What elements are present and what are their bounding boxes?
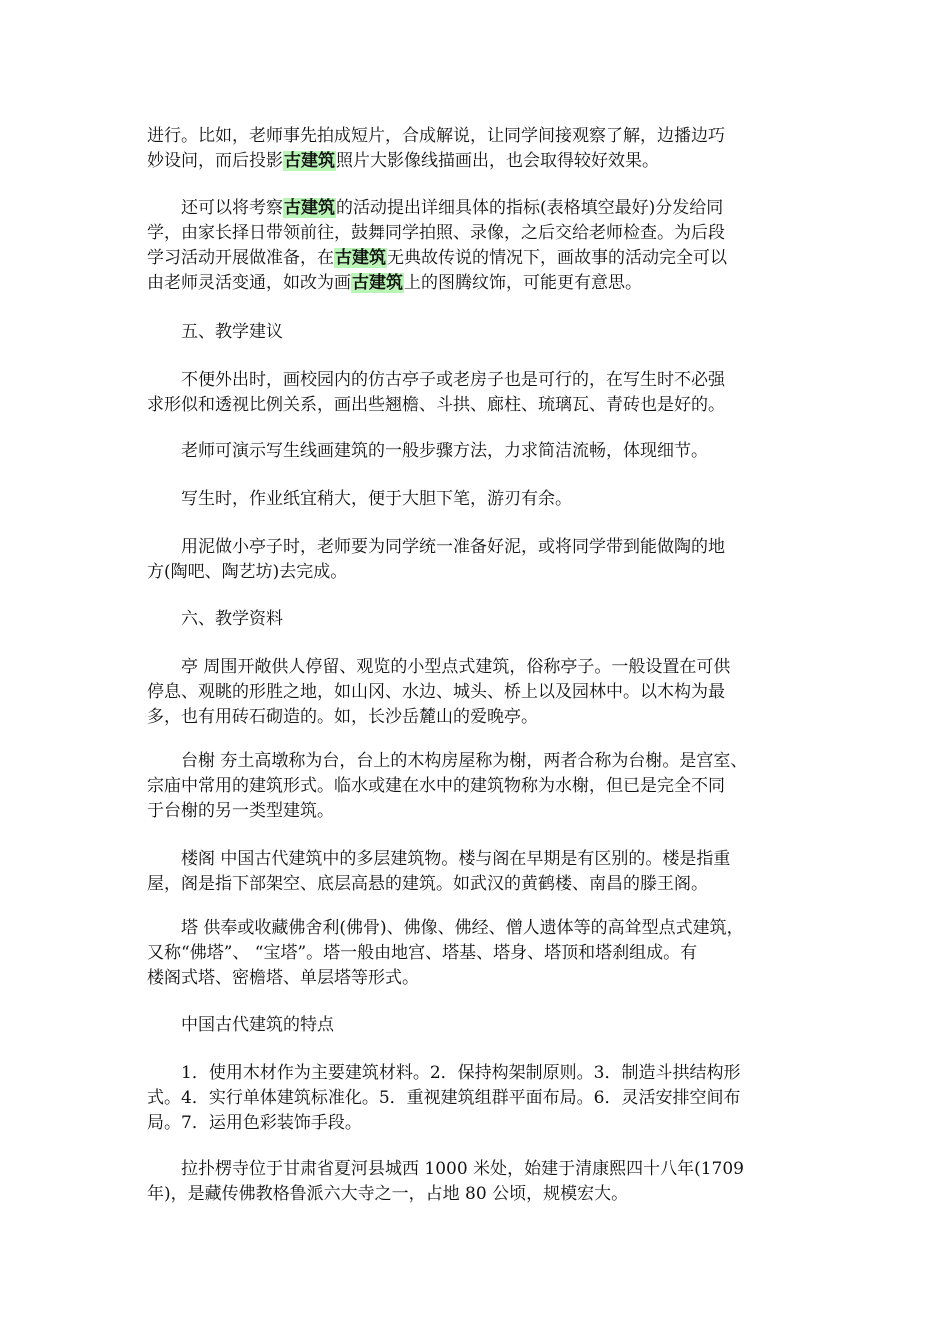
text-line: 方(陶吧、陶艺坊)去完成。 (147, 562, 348, 582)
paragraph (147, 439, 817, 464)
text-line: 由老师灵活变通，如改为画古建筑上的图腾纹饰，可能更有意思。 (147, 273, 642, 293)
text-line: 亭 周围开敞供人停留、观览的小型点式建筑，俗称亭子。一般设置在可供 (181, 657, 731, 677)
text-line: 用泥做小亭子时，老师要为同学统一准备好泥，或将同学带到能做陶的地 (181, 537, 725, 557)
text-line: 还可以将考察古建筑的活动提出详细具体的指标(表格填空最好)分发给同 (181, 198, 724, 218)
text-line: 年)，是藏传佛教格鲁派六大寺之一，占地 80 公顷，规模宏大。 (147, 1184, 629, 1204)
paragraph (147, 1157, 817, 1207)
text-line: 式。4．实行单体建筑标准化。5．重视建筑组群平面布局。6．灵活安排空间布 (147, 1088, 741, 1108)
section-heading: 六、教学资料 (181, 609, 283, 629)
paragraph (147, 1061, 817, 1136)
search-highlight: 古建筑 (352, 273, 403, 293)
search-highlight: 古建筑 (284, 198, 335, 218)
paragraph (147, 535, 817, 585)
paragraph (147, 655, 817, 730)
text-line: 学习活动开展做准备，在古建筑无典故传说的情况下，画故事的活动完全可以 (147, 248, 727, 268)
text-line: 楼阁式塔、密檐塔、单层塔等形式。 (147, 968, 419, 988)
text-line: 楼阁 中国古代建筑中的多层建筑物。楼与阁在早期是有区别的。楼是指重 (181, 849, 731, 869)
paragraph (147, 124, 817, 174)
text-line: 又称“佛塔”、 “宝塔”。塔一般由地宫、塔基、塔身、塔顶和塔刹组成。有 (147, 943, 698, 963)
text-line: 不便外出时，画校园内的仿古亭子或老房子也是可行的，在写生时不必强 (181, 370, 725, 390)
paragraph (147, 749, 817, 824)
text-line: 多，也有用砖石砌造的。如，长沙岳麓山的爱晚亭。 (147, 707, 538, 727)
text-line: 屋，阁是指下部架空、底层高悬的建筑。如武汉的黄鹤楼、南昌的滕王阁。 (147, 874, 708, 894)
text-line: 学，由家长择日带领前往，鼓舞同学拍照、录像，之后交给老师检查。为后段 (147, 223, 725, 243)
search-highlight: 古建筑 (284, 151, 335, 171)
text-line: 宗庙中常用的建筑形式。临水或建在水中的建筑物称为水榭，但已是完全不同 (147, 776, 725, 796)
paragraph (147, 368, 817, 418)
paragraph (147, 196, 817, 296)
text-line: 1．使用木材作为主要建筑材料。2．保持构架制原则。3．制造斗拱结构形 (181, 1063, 741, 1083)
text-line: 妙设问，而后投影古建筑照片大影像线描画出，也会取得较好效果。 (147, 151, 659, 171)
text-line: 拉扑楞寺位于甘肃省夏河县城西 1000 米处，始建于清康熙四十八年(1709 (181, 1159, 744, 1179)
section-heading: 中国古代建筑的特点 (181, 1015, 334, 1035)
text-line: 停息、观眺的形胜之地，如山冈、水边、城头、桥上以及园林中。以木构为最 (147, 682, 725, 702)
section-heading: 五、教学建议 (181, 322, 283, 342)
paragraph (147, 847, 817, 897)
text-line: 于台榭的另一类型建筑。 (147, 801, 334, 821)
text-line: 求形似和透视比例关系，画出些翘檐、斗拱、廊柱、琉璃瓦、青砖也是好的。 (147, 395, 725, 415)
text-line: 进行。比如，老师事先拍成短片，合成解说，让同学间接观察了解，边播边巧 (147, 126, 725, 146)
text-line: 局。7．运用色彩装饰手段。 (147, 1113, 362, 1133)
text-line: 塔 供奉或收藏佛舍利(佛骨)、佛像、佛经、僧人遗体等的高耸型点式建筑， (181, 918, 744, 938)
text-line: 写生时，作业纸宜稍大，便于大胆下笔，游刃有余。 (181, 489, 572, 509)
paragraph (147, 487, 817, 512)
text-line: 台榭 夯土高墩称为台，台上的木构房屋称为榭，两者合称为台榭。是宫室、 (181, 751, 748, 771)
search-highlight: 古建筑 (335, 248, 386, 268)
paragraph (147, 916, 817, 991)
text-line: 老师可演示写生线画建筑的一般步骤方法，力求简洁流畅，体现细节。 (181, 441, 708, 461)
